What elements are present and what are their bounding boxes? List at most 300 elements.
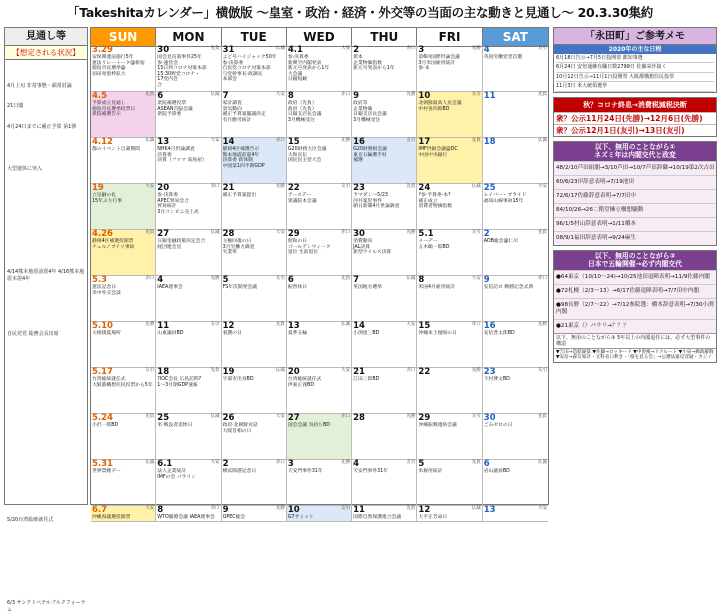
day-number: 28: [353, 413, 365, 423]
event-text: 15年ぶり行事: [92, 198, 123, 204]
event-text: 本部会: [222, 77, 237, 83]
event-text: IMFの会 パラリン: [157, 474, 196, 480]
sidebar-note: 大型連休に突入: [7, 165, 43, 172]
past-changes-box: [553, 141, 717, 246]
event-text: ラマダン～5/23: [353, 193, 388, 198]
event-text: 東京五輪選手村: [353, 152, 387, 158]
sidebar-note: 自民党党 総務会長出席: [7, 331, 59, 338]
day-cell: [483, 92, 548, 138]
rokuyo-label: 先負: [341, 276, 351, 281]
event-text: G20財務相会議: [353, 147, 387, 152]
event-text: 米中外交会談: [92, 290, 121, 296]
rokuyo-label: 大安: [275, 414, 285, 419]
rokuyo-label: 先負: [210, 368, 220, 373]
event-text: 静岡4区補選告示: [222, 147, 260, 152]
event-text: 英国地方選挙: [353, 285, 382, 290]
rokuyo-label: 先勝: [537, 322, 547, 327]
sidebar-note: 5/20台湾総統就任式: [7, 517, 54, 524]
rokuyo-label: 赤口: [471, 322, 481, 327]
rokuyo-label: 赤口: [341, 414, 351, 419]
event-text: 大会議: [287, 71, 303, 77]
weekday-sat: SAT: [483, 28, 548, 47]
rokuyo-label: 仏滅: [471, 506, 481, 511]
rokuyo-label: 赤口: [341, 92, 351, 97]
weekday-sun: SUN: [91, 28, 156, 47]
footnote-scandals: ▼吉田→造船疑獄 ▼佐藤→ロッキード ▼中曽根→リクルート ▼小泉→郵政解散 ▼安倍→森友加計・文科省口利き・「桜を見る会」→公選法違反容疑・カジノ: [554, 348, 716, 362]
day-cell: [352, 230, 417, 276]
day-cell: [483, 138, 548, 184]
day-number: 28: [222, 229, 235, 239]
day-number: 30: [483, 413, 496, 423]
day-cell: [352, 276, 417, 322]
rokuyo-label: 仏滅: [406, 276, 416, 281]
event-text: 補選: [353, 158, 363, 164]
rokuyo-label: 友引: [471, 414, 481, 419]
memo-line: ●21東京（）パラリ→？？？: [554, 319, 716, 333]
day-number: 14: [222, 137, 235, 147]
event-text: 決算委: [157, 152, 172, 158]
day-number: 9: [483, 275, 490, 285]
rokuyo-label: 仏滅: [471, 184, 481, 189]
day-cell: [287, 506, 352, 522]
calendar-cells: [91, 46, 548, 522]
event-text: 補正予算案提出: [222, 193, 257, 198]
outlook-sidebar: [4, 27, 88, 613]
day-cell: [417, 506, 482, 522]
rokuyo-label: 赤口: [406, 46, 416, 51]
event-text: 決算委 新体制: [222, 158, 253, 164]
day-cell: [156, 92, 221, 138]
day-cell: [287, 276, 352, 322]
day-cell: [483, 184, 548, 230]
day-number: 19: [222, 367, 235, 377]
weekday-wed: WED: [287, 28, 352, 47]
day-cell: [91, 322, 156, 368]
schedule-box: [553, 45, 717, 93]
event-text: 徳島市長選挙投票日: [92, 106, 136, 112]
event-text: 大平正芳命日: [418, 515, 448, 520]
day-cell: [417, 184, 482, 230]
rokuyo-label: 仏滅: [537, 138, 547, 143]
event-text: 世界禁煙デー: [92, 469, 121, 474]
day-cell: [417, 368, 482, 414]
day-number: 15: [287, 137, 300, 147]
rokuyo-label: 先負: [471, 460, 481, 465]
rokuyo-label: 先勝: [341, 460, 351, 465]
event-text: 経団連会見: [157, 244, 182, 250]
event-text: 新元号発表から1年: [353, 66, 395, 72]
rokuyo-label: 大安: [275, 230, 285, 235]
day-number: 5.10: [92, 321, 113, 331]
day-number: 6: [483, 459, 490, 469]
day-number: 18: [483, 137, 496, 147]
day-cell: [483, 506, 548, 522]
event-text: 新元号発表から1年: [287, 66, 330, 72]
rokuyo-label: 仏滅: [210, 92, 220, 97]
event-text: 中国第1四半期GDP: [222, 163, 265, 169]
day-number: 8: [287, 91, 294, 101]
event-text: 羽田発着枠拡大: [92, 71, 126, 77]
sidebar-note: 21日閣: [7, 103, 24, 110]
day-number: 13: [483, 505, 496, 515]
event-text: 江田三郎BD: [353, 377, 380, 382]
day-cell: [91, 92, 156, 138]
day-number: 3: [287, 459, 294, 469]
event-text: 米国4月雇用統計: [418, 285, 456, 290]
event-text: IMF世銀会議@DC: [418, 147, 458, 152]
footnote-3: 以下、無用のことながら③ 5年以上の内閣退任には、必ず大型事件の構造: [554, 333, 716, 348]
event-text: メーデー: [418, 239, 438, 244]
day-cell: [222, 506, 287, 522]
day-number: 5.17: [92, 367, 113, 377]
memo-line: ●64東京（10/10～24)→10/25池田退陣表明→11/9佐藤内閣: [554, 270, 716, 284]
event-text: 3月コンビニ売上高: [157, 209, 199, 215]
day-cell: [287, 230, 352, 276]
event-text: 宇部市出身BD: [222, 377, 254, 382]
day-cell: [417, 138, 482, 184]
event-text: 決算（ファマ 高島屋）: [157, 158, 207, 164]
event-text: 合: [157, 82, 163, 88]
event-text: 有月勤労統計: [222, 117, 252, 123]
memo-line: 6月18日告示→7月5日投開票 都知事選: [556, 54, 714, 63]
rokuyo-label: 先負: [275, 322, 285, 327]
day-number: 26: [222, 413, 235, 423]
event-text: 政府等: [353, 101, 368, 106]
day-number: 23: [353, 183, 365, 193]
event-text: 国際自然保護連合会議: [353, 515, 402, 520]
day-number: 4.26: [92, 229, 113, 239]
event-text: JAL決算: [353, 244, 371, 250]
event-text: 昭和の日: [287, 239, 308, 244]
day-number: 4.1: [287, 45, 303, 55]
day-number: 5.31: [92, 459, 113, 469]
day-number: 27: [287, 413, 300, 423]
day-cell: [156, 230, 221, 276]
event-text: WTO閣僚会議 IAEA理事会: [157, 515, 215, 520]
day-number: 25: [157, 413, 170, 423]
day-cell: [156, 460, 221, 506]
day-cell: [287, 46, 352, 92]
day-number: 6: [287, 275, 294, 285]
event-text: 新関空内閣発表: [287, 60, 322, 66]
event-text: 15:30野党コロナ・: [157, 71, 200, 77]
day-cell: [483, 46, 548, 92]
day-number: 4.5: [92, 91, 108, 101]
day-number: 17: [418, 137, 431, 147]
day-cell: [352, 322, 417, 368]
event-text: ?IOC会長 広島訪問?: [157, 377, 202, 382]
rokuyo-label: 先負: [145, 414, 155, 419]
day-cell: [483, 322, 548, 368]
event-text: IAEA理事会: [157, 285, 183, 290]
event-text: 3月機械受注: [353, 117, 381, 123]
rokuyo-label: 仏滅: [537, 460, 547, 465]
event-text: 消費動向: [353, 239, 373, 244]
rokuyo-label: 先勝: [145, 322, 155, 327]
day-cell: [483, 230, 548, 276]
calendar-grid: [90, 27, 549, 520]
event-text: 中村喜四郎BD: [418, 106, 450, 112]
rokuyo-label: 大安: [145, 184, 155, 189]
event-text: 衆議院本会議: [287, 198, 317, 204]
event-text: 安倍晋太郎BD: [483, 331, 515, 336]
day-cell: [91, 276, 156, 322]
memo-head-line: 日本で五輪開催→必ず内閣交代: [587, 260, 683, 269]
event-text: 岩山議員BD: [483, 469, 510, 474]
event-text: 国民民主党大会: [287, 158, 322, 164]
event-text: 失業率: [222, 250, 237, 256]
weekday-thu: THU: [352, 28, 417, 47]
day-cell: [417, 46, 482, 92]
rokuyo-label: 先勝: [210, 276, 220, 281]
day-number: 8: [418, 275, 425, 285]
day-cell: [156, 322, 221, 368]
day-cell: [483, 276, 548, 322]
rokuyo-label: 赤口: [275, 460, 285, 465]
event-text: 15日到コロナ対策本部: [157, 66, 207, 72]
day-number: 23: [483, 367, 496, 377]
event-text: 自民党コロナ対策本部: [222, 66, 271, 72]
event-text: 小沢一郎BD: [92, 423, 119, 428]
rokuyo-label: 先負: [537, 230, 547, 235]
event-text: 熊本地震前震4年: [222, 152, 260, 158]
memo-line: ●98長野（2/7～22）→7/12参院選：橋本辞意表明→7/30小渕内閣: [554, 298, 716, 319]
day-cell: [222, 138, 287, 184]
rokuyo-label: 赤口: [210, 184, 220, 189]
memo-head-line: ネズミ年は内閣交代と政変: [594, 151, 676, 160]
day-cell: [222, 184, 287, 230]
day-number: 11: [353, 505, 365, 515]
past-changes-head: [554, 142, 716, 161]
event-text: 五木鶴一郎BD: [418, 244, 450, 250]
rokuyo-label: 大安: [341, 368, 351, 373]
day-cell: [352, 138, 417, 184]
event-text: 衆本: [353, 55, 363, 60]
event-text: 補正成立: [418, 198, 438, 204]
event-text: 予算成立見通し: [92, 101, 126, 106]
past-changes-list: [554, 161, 716, 245]
rokuyo-label: 友引: [341, 506, 351, 511]
event-text: 参·運営会: [157, 60, 178, 66]
event-text: 小渕恵三BD: [353, 331, 380, 336]
event-text: 沖縄県議選投開票: [92, 515, 131, 520]
day-cell: [287, 368, 352, 414]
rokuyo-label: 大安: [537, 184, 547, 189]
rokuyo-label: 赤口: [341, 230, 351, 235]
event-text: よど号ハイジャック50年: [222, 55, 277, 60]
event-text: 安倍訪ロ 戦勝記念式典: [483, 285, 534, 290]
sidebar-header: 見通し等: [5, 28, 87, 46]
weekday-mon: MON: [156, 28, 221, 47]
event-text: 台湾総統就任式: [92, 377, 126, 382]
day-cell: [352, 92, 417, 138]
day-number: 22: [418, 367, 431, 377]
day-cell: [156, 184, 221, 230]
rokuyo-label: 友引: [406, 460, 416, 465]
day-number: 6.7: [92, 505, 108, 515]
event-text: アースデー: [287, 193, 312, 198]
event-text: 参·本: [418, 66, 430, 72]
event-text: 政府（先負）: [287, 101, 317, 106]
rokuyo-label: 先負: [406, 184, 416, 189]
rokuyo-label: 先負: [145, 230, 155, 235]
day-number: 5: [418, 459, 425, 469]
weekday-tue: TUE: [222, 28, 287, 47]
schedule-list: [556, 54, 714, 92]
day-number: 31: [222, 45, 235, 55]
day-cell: [222, 46, 287, 92]
day-cell: [287, 322, 352, 368]
rokuyo-label: 赤口: [406, 368, 416, 373]
event-text: 3月労働力調査: [222, 244, 255, 250]
day-number: 5.3: [92, 275, 108, 285]
day-number: 14: [353, 321, 365, 331]
day-cell: [91, 230, 156, 276]
day-number: 4: [157, 275, 164, 285]
day-number: 6: [157, 91, 164, 101]
rokuyo-label: 先負: [537, 414, 547, 419]
rokuyo-label: 仏滅: [341, 322, 351, 327]
weekday-fri: FRI: [417, 28, 482, 47]
rokuyo-label: 大安: [145, 506, 155, 511]
rokuyo-label: 友引: [145, 368, 155, 373]
rokuyo-label: 先勝: [406, 414, 416, 419]
event-text: 大和宣伝: [287, 152, 308, 158]
event-text: 日銀支店長会議: [287, 112, 322, 118]
day-cell: [222, 276, 287, 322]
event-text: 伊東正義BD: [287, 382, 315, 388]
event-text: 新型ウイルス決算: [353, 250, 392, 256]
event-text: 台湾総統就任式: [287, 377, 322, 382]
day-cell: [417, 230, 482, 276]
event-text: ゴールデンウィーク: [287, 244, 331, 250]
sidebar-subheader: 【想定される状況】: [5, 46, 87, 60]
day-cell: [352, 184, 417, 230]
day-cell: [222, 230, 287, 276]
day-cell: [91, 184, 156, 230]
rokuyo-label: 大安: [406, 322, 416, 327]
day-number: 24: [418, 183, 431, 193]
day-number: 4.12: [92, 137, 113, 147]
day-cell: [91, 368, 156, 414]
event-text: 国会見直策事件25年: [157, 55, 202, 60]
day-number: 18: [157, 367, 170, 377]
event-text: ADB総会@仁川: [483, 239, 518, 244]
rokuyo-label: 先負: [537, 92, 547, 97]
day-cell: [352, 460, 417, 506]
event-text: 都のイベント自粛期間: [92, 147, 140, 152]
event-text: 衆院補選投票: [157, 101, 187, 106]
event-text: 与党幹事長·政調長: [222, 71, 263, 77]
day-number: 9: [353, 91, 360, 101]
consumption-tax-head: 秋？コロナ終息→消費税減税決断: [554, 98, 716, 112]
event-text: OPEC総会: [222, 515, 246, 520]
olympic-head: [554, 251, 716, 270]
rokuyo-label: 仏滅: [210, 230, 220, 235]
day-cell: [156, 138, 221, 184]
event-text: チェルノブイリ事故: [92, 244, 135, 250]
event-text: FS年次開発会議: [222, 285, 258, 290]
memo-head-line: 以下、無用のことながら①: [594, 142, 676, 151]
rokuyo-label: 先負: [471, 138, 481, 143]
event-text: 北朝鮮最高人民会議: [418, 101, 462, 106]
sidebar-note: 6/3 サンクトペテルブルクフォーラム: [7, 600, 86, 613]
day-cell: [352, 506, 417, 522]
day-number: 3.29: [92, 45, 113, 55]
rokuyo-label: 赤口: [275, 138, 285, 143]
rokuyo-label: 先勝: [471, 46, 481, 51]
rokuyo-label: 友引: [341, 184, 351, 189]
day-number: 29: [287, 229, 300, 239]
rokuyo-label: 先勝: [275, 184, 285, 189]
day-number: 11: [483, 91, 496, 101]
memo-line: 11月3日 米大統領選挙: [556, 82, 714, 91]
event-text: 夏季五輪: [287, 331, 308, 336]
event-text: 横浜開港記念日: [222, 469, 257, 474]
event-text: 企業物価指数: [353, 60, 382, 66]
event-text: 消費者物価指数: [418, 204, 453, 210]
day-number: 30: [353, 229, 365, 239]
event-text: 振替休日: [287, 285, 308, 290]
event-text: G20財務大臣会議: [287, 147, 327, 152]
event-text: 17党内会: [157, 77, 178, 83]
day-cell: [483, 368, 548, 414]
day-number: 27: [157, 229, 170, 239]
event-text: G7サミット: [287, 515, 314, 520]
day-cell: [222, 92, 287, 138]
event-text: 天安門事件31年: [353, 469, 389, 474]
day-cell: [352, 46, 417, 92]
event-text: ASEAN首脳会議: [157, 106, 193, 112]
event-text: 政府·北朝鮮対話: [222, 423, 258, 428]
event-text: 参·決算委: [157, 193, 178, 198]
schedule-head: 2020年の主な日程: [554, 45, 716, 54]
day-cell: [483, 460, 548, 506]
rokuyo-label: 先勝: [406, 230, 416, 235]
weekday-header: [91, 28, 548, 46]
memo-line: 10月12日告示→11月1日投開票 大阪都構想住民投票: [556, 73, 714, 82]
event-text: 天安門事件31年: [287, 469, 323, 474]
rokuyo-label: 先勝: [406, 92, 416, 97]
memo-line: 衆？公示11月24日(先勝)→12月6日(先勝): [554, 112, 716, 124]
day-number: 7: [353, 275, 360, 285]
event-text: 法人企業統計: [157, 469, 187, 474]
event-text: 3月機械受注: [287, 117, 315, 123]
rokuyo-label: 友引: [537, 368, 547, 373]
event-text: 家計調査: [222, 101, 242, 106]
rokuyo-label: 大安: [210, 138, 220, 143]
rokuyo-label: 友引: [537, 46, 547, 51]
day-number: 3: [418, 45, 425, 55]
sidebar-note: 4/14熊本地震前震4年 4/16熊本地震本震4年: [7, 269, 85, 282]
event-text: レイバー・ブライド: [483, 193, 527, 198]
event-text: 大相撲夏場所: [92, 331, 121, 336]
olympic-list: [554, 270, 716, 333]
day-number: 12: [418, 505, 431, 515]
day-number: 20: [287, 367, 300, 377]
day-number: 15: [418, 321, 431, 331]
rokuyo-label: 大安: [341, 46, 351, 51]
event-text: 大阪首相の日: [222, 428, 252, 434]
event-text: 主権回復の日: [222, 239, 252, 244]
memo-line: 60/6/23岸辞意表明→7/19池田: [554, 175, 716, 189]
event-text: ごみゼロの日: [483, 423, 513, 428]
event-text: 景気動向: [222, 106, 242, 112]
event-text: 参·決算委: [287, 55, 309, 60]
event-text: 衆院補選告示: [92, 112, 121, 118]
day-number: 9: [222, 505, 229, 515]
sidebar-note: 4月上旬 非常事態・顔常討論: [7, 82, 72, 89]
